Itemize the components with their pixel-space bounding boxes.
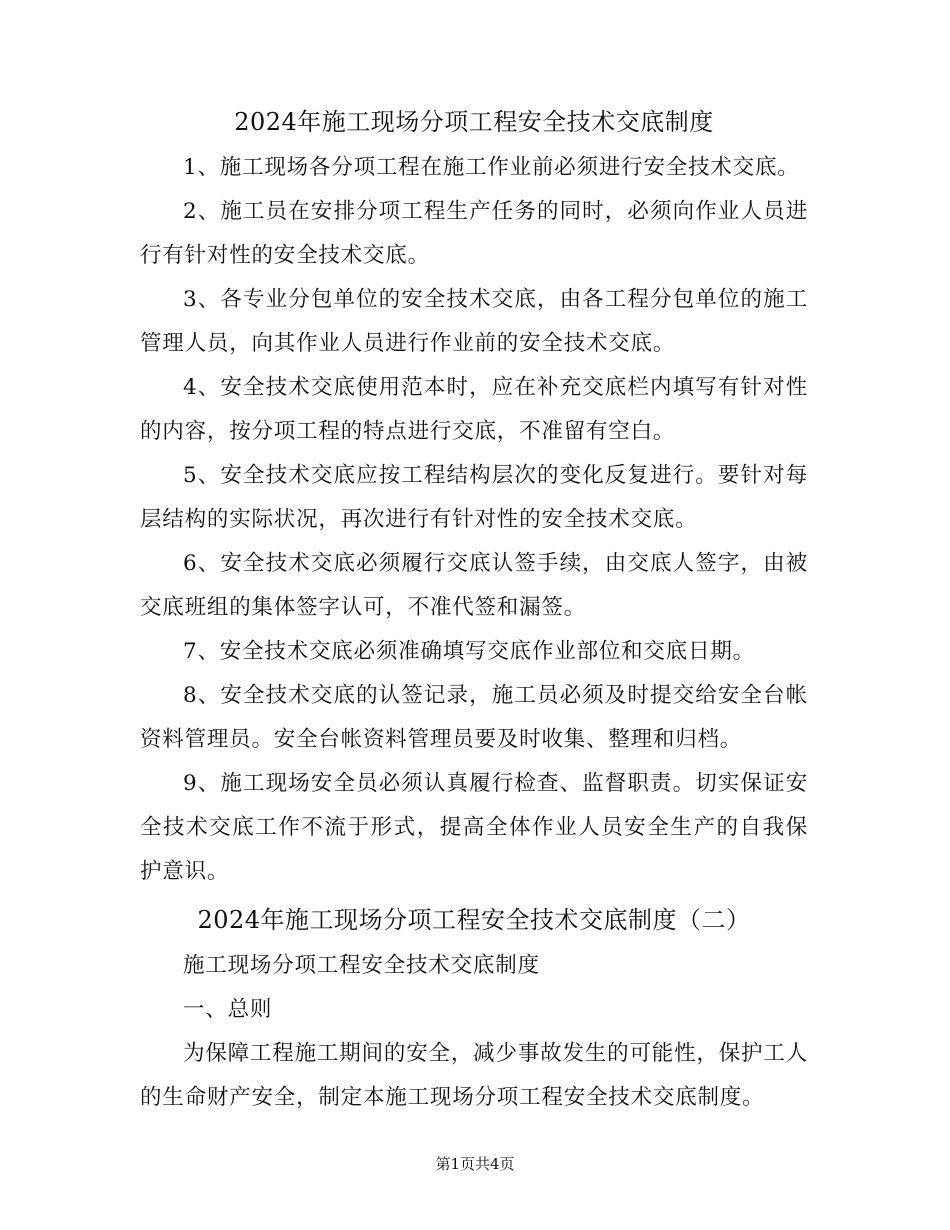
list-item: 1、施工现场各分项工程在施工作业前必须进行安全技术交底。 (183, 155, 800, 180)
document-title: 2024年施工现场分项工程安全技术交底制度 (234, 108, 714, 136)
list-item: 4、安全技术交底使用范本时，应在补充交底栏内填写有针对性的内容，按分项工程的特点进行交底，不准留有空白。 (140, 375, 808, 444)
list-item: 3、各专业分包单位的安全技术交底，由各工程分包单位的施工管理人员，向其作业人员进行作业前的安全技术交底。 (140, 287, 808, 356)
list-item: 5、安全技术交底应按工程结构层次的变化反复进行。要针对每层结构的实际状况，再次进行有针对性的安全技术交底。 (140, 463, 808, 532)
subtitle: 施工现场分项工程安全技术交底制度 (183, 953, 540, 978)
list-item: 6、安全技术交底必须履行交底认签手续，由交底人签字，由被交底班组的集体签字认可，不准代签和漏签。 (140, 551, 808, 620)
list-item: 9、施工现场安全员必须认真履行检查、监督职责。切实保证安全技术交底工作不流于形式，提高全体作业人员安全生产的自我保护意识。 (140, 771, 808, 884)
second-document-title: 2024年施工现场分项工程安全技术交底制度（二） (197, 906, 751, 934)
section-paragraph: 为保障工程施工期间的安全，减少事故发生的可能性，保护工人的生命财产安全，制定本施工现场分项工程安全技术交底制度。 (140, 1041, 808, 1110)
list-item: 2、施工员在安排分项工程生产任务的同时，必须向作业人员进行有针对性的安全技术交底。 (140, 199, 808, 268)
list-item: 8、安全技术交底的认签记录，施工员必须及时提交给安全台帐资料管理员。安全台帐资料管理员要及时收集、整理和归档。 (140, 683, 808, 752)
list-item: 7、安全技术交底必须准确填写交底作业部位和交底日期。 (183, 639, 755, 664)
section-heading: 一、总则 (183, 997, 273, 1022)
page-number: 第1页共4页 (435, 1155, 515, 1173)
document-page (140, 100, 808, 1120)
